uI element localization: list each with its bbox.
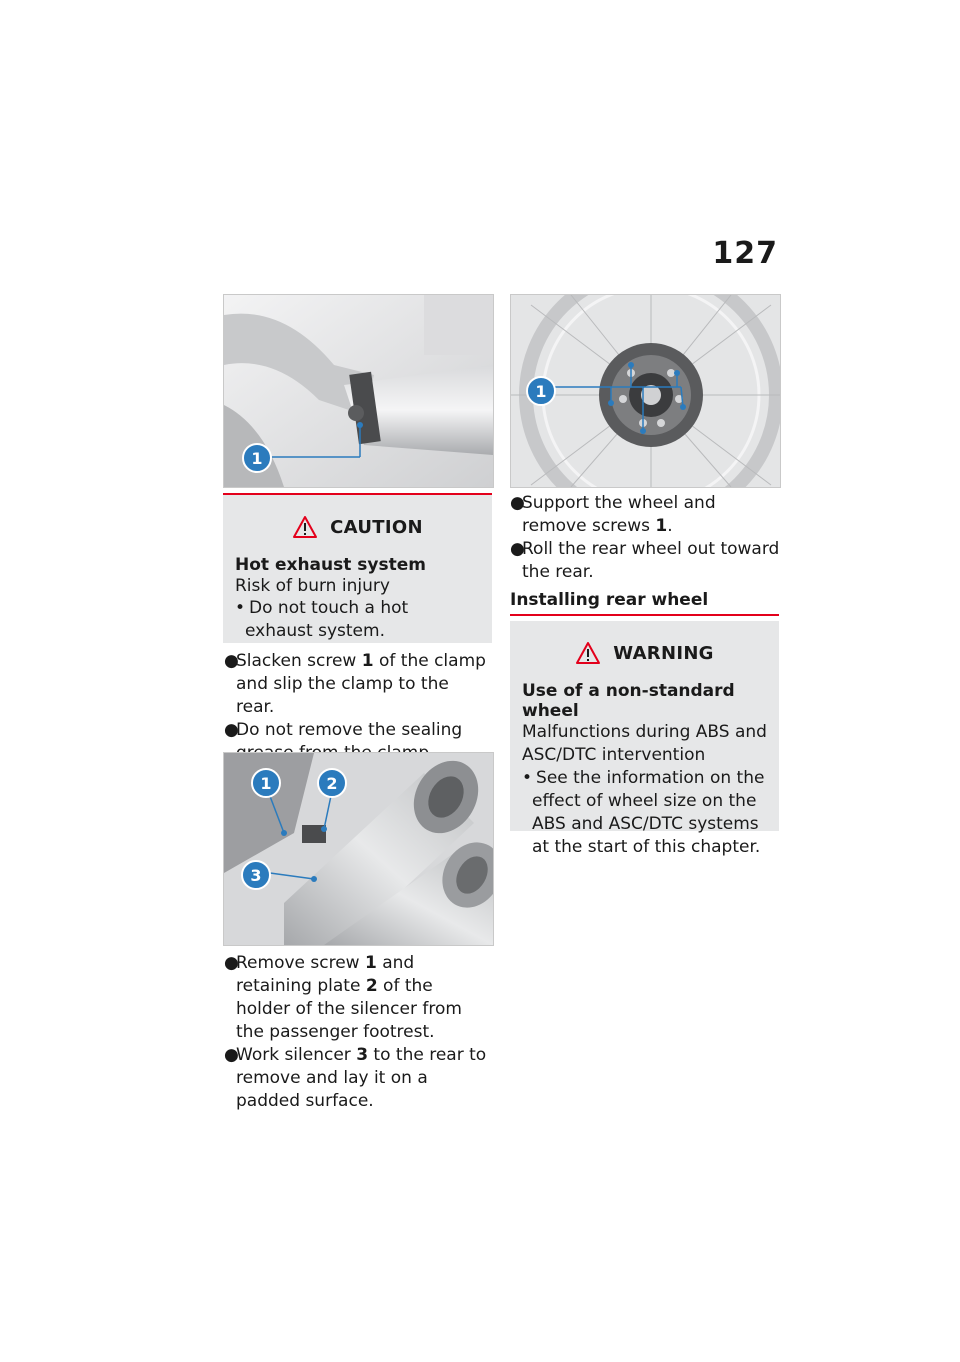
list-item: ● Work silencer 3 to the rear to remove and lay it on a padded surface. [224,1045,487,1111]
clamp-steps [224,650,492,765]
rear-wheel-figure [510,294,781,488]
list-item: ● Remove screw 1 and retaining plate 2 of the holder of the silencer from the passenger footrest. [224,953,462,1042]
warning-notice [510,621,779,857]
callout-1: 1 [535,382,547,401]
warning-title: Use of a non-standard wheel [522,681,735,721]
caution-title: Hot exhaust system [235,555,426,575]
caution-notice [223,493,492,643]
warning-subtitle: Malfunctions during ABS and ASC/DTC intervention [522,722,767,765]
page-number: 127 [712,236,778,271]
silencer-figure [223,752,494,946]
caution-label: CAUTION [330,516,423,538]
warning-item: • See the information on the effect of wheel size on the ABS and ASC/DTC systems at the start of this chapter. [522,767,767,859]
list-item: ● Roll the rear wheel out toward the rear. [510,539,780,582]
wheel-removal-steps [510,492,780,584]
warning-label: WARNING [613,642,714,664]
warning-triangle-icon [292,515,318,539]
list-item: ● Slacken screw 1 of the clamp and slip the clamp to the rear. [224,651,486,717]
callout-2: 2 [326,774,338,793]
callout-3: 3 [250,866,262,885]
silencer-steps [224,952,492,1113]
caution-item: • Do not touch a hot exhaust system. [235,597,480,643]
list-item: ● Support the wheel and remove screws 1. [510,493,716,536]
callout-1: 1 [260,774,272,793]
caution-list [235,597,480,643]
exhaust-clamp-figure [223,294,494,488]
caution-subtitle: Risk of burn injury [235,576,390,596]
section-heading: Installing rear wheel [510,590,709,610]
warning-triangle-icon [575,641,601,665]
list-item: ● Do not remove the sealing [224,720,463,740]
callout-1: 1 [251,449,263,468]
section-divider [510,614,779,616]
warning-list [522,767,767,859]
